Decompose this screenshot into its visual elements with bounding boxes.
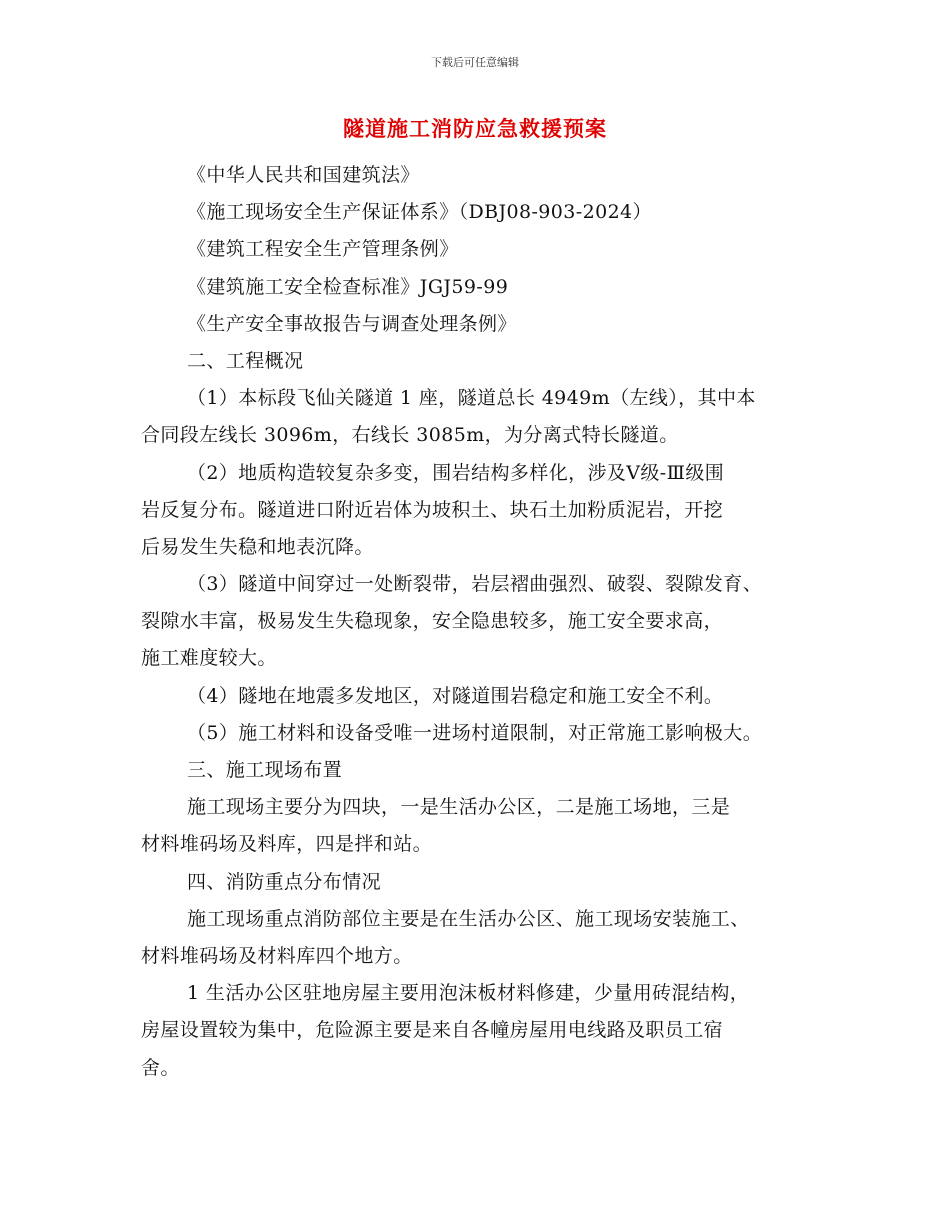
paragraph-line: 岩反复分布。隧道进口附近岩体为坡积土、块石土加粉质泥岩，开挖 xyxy=(141,498,724,521)
paragraph-line: （4）隧地在地震多发地区，对隧道围岩稳定和施工安全不利。 xyxy=(187,684,724,707)
reference-inspection-standard: 《建筑施工安全检查标准》JGJ59-99 xyxy=(187,275,509,298)
paragraph-line: 裂隙水丰富，极易发生失稳现象，安全隐患较多，施工安全要求高， xyxy=(141,610,724,633)
document-body xyxy=(141,157,831,1087)
document-title: 隧道施工消防应急救援预案 xyxy=(343,117,607,141)
paragraph-line: （1）本标段飞仙关隧道 1 座，隧道总长 4949m（左线），其中本 xyxy=(187,387,756,410)
paragraph-line: （2）地质构造较复杂多变，围岩结构多样化，涉及Ⅴ级-Ⅲ级围 xyxy=(187,461,725,484)
section-heading-project-overview: 二、工程概况 xyxy=(187,349,304,372)
reference-accident-report: 《生产安全事故报告与调查处理条例》 xyxy=(187,312,517,335)
paragraph-line: 合同段左线长 3096m，右线长 3085m，为分离式特长隧道。 xyxy=(141,424,679,447)
paragraph-line: 施工现场重点消防部位主要是在生活办公区、施工现场安装施工、 xyxy=(187,907,750,930)
paragraph-line: 施工难度较大。 xyxy=(141,647,277,670)
paragraph-line: （5）施工材料和设备受唯一进场村道限制，对正常施工影响极大。 xyxy=(187,721,763,744)
reference-safety-system: 《施工现场安全生产保证体系》（DBJ08-903-2024） xyxy=(187,201,652,224)
reference-safety-regulations: 《建筑工程安全生产管理条例》 xyxy=(187,238,459,261)
paragraph-line: （3）隧道中间穿过一处断裂带，岩层褶曲强烈、破裂、裂隙发育、 xyxy=(187,573,763,596)
header-note: 下载后可任意编辑 xyxy=(431,56,519,69)
paragraph-line: 材料堆码场及料库，四是拌和站。 xyxy=(141,833,433,856)
paragraph-line: 施工现场主要分为四块，一是生活办公区，二是施工场地，三是 xyxy=(187,796,731,819)
paragraph-line: 舍。 xyxy=(141,1056,180,1079)
paragraph-line: 后易发生失稳和地表沉降。 xyxy=(141,535,374,558)
reference-law-construction: 《中华人民共和国建筑法》 xyxy=(187,164,420,186)
paragraph-line: 1 生活办公区驻地房屋主要用泡沫板材料修建，少量用砖混结构， xyxy=(187,982,750,1005)
paragraph-line: 房屋设置较为集中，危险源主要是来自各幢房屋用电线路及职员工宿 xyxy=(141,1019,724,1042)
section-heading-site-layout: 三、施工现场布置 xyxy=(187,759,343,781)
section-heading-fire-key-areas: 四、消防重点分布情况 xyxy=(187,870,382,893)
paragraph-line: 材料堆码场及材料库四个地方。 xyxy=(141,944,413,967)
